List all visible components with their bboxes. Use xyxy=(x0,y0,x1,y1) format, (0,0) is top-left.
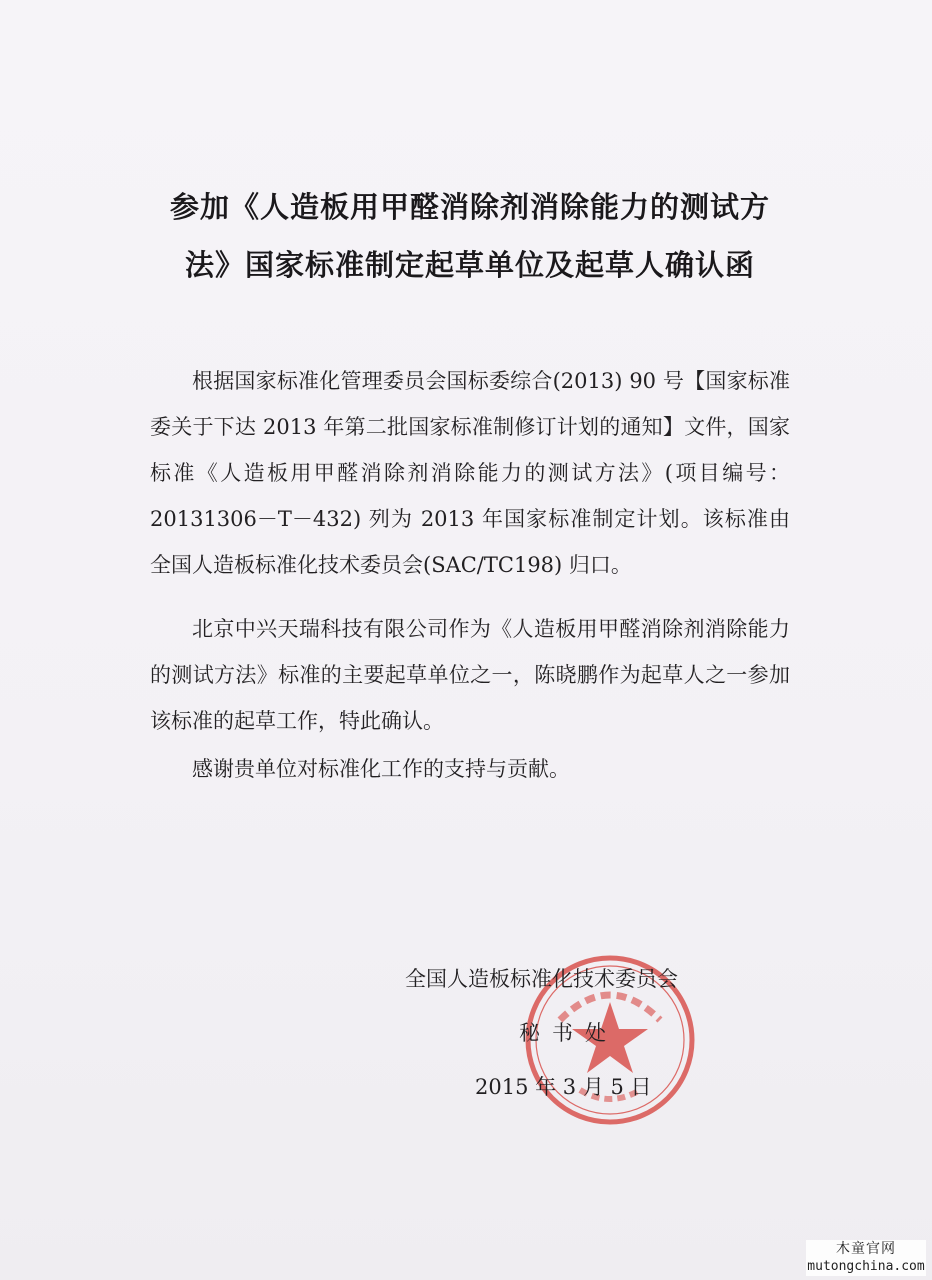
title-line-1: 参加《人造板用甲醛消除剂消除能力的测试方 xyxy=(169,190,770,224)
watermark-name: 木童官网 xyxy=(836,1241,896,1257)
signature-organization: 全国人造板标准化技术委员会 xyxy=(405,967,678,991)
document-title xyxy=(150,178,790,294)
paragraph-3: 感谢贵单位对标准化工作的支持与贡献。 xyxy=(192,757,570,781)
signature-block xyxy=(405,952,725,1114)
signature-date: 2015 年 3 月 5 日 xyxy=(475,1075,652,1099)
title-line-2: 法》国家标准制定起草单位及起草人确认函 xyxy=(184,248,755,282)
paragraph-1: 根据国家标准化管理委员会国标委综合(2013) 90 号【国家标准委关于下达 2013 年第二批国家标准制修订计划的通知】文件，国家标准《人造板用甲醛消除剂消除能力的测试方法》(项目编号：20131306－T－432) 列为 2013 年国家标准制定计划。该标准由全国人造板标准化技术委员会(SAC/TC198) 归口。 xyxy=(150,369,790,577)
signature-department: 秘书处 xyxy=(519,1021,618,1045)
document-body xyxy=(150,358,790,792)
site-watermark xyxy=(806,1240,926,1276)
paragraph-2: 北京中兴天瑞科技有限公司作为《人造板用甲醛消除剂消除能力的测试方法》标准的主要起草单位之一，陈晓鹏作为起草人之一参加该标准的起草工作，特此确认。 xyxy=(150,617,790,733)
watermark-url: mutongchina.com xyxy=(807,1259,925,1274)
